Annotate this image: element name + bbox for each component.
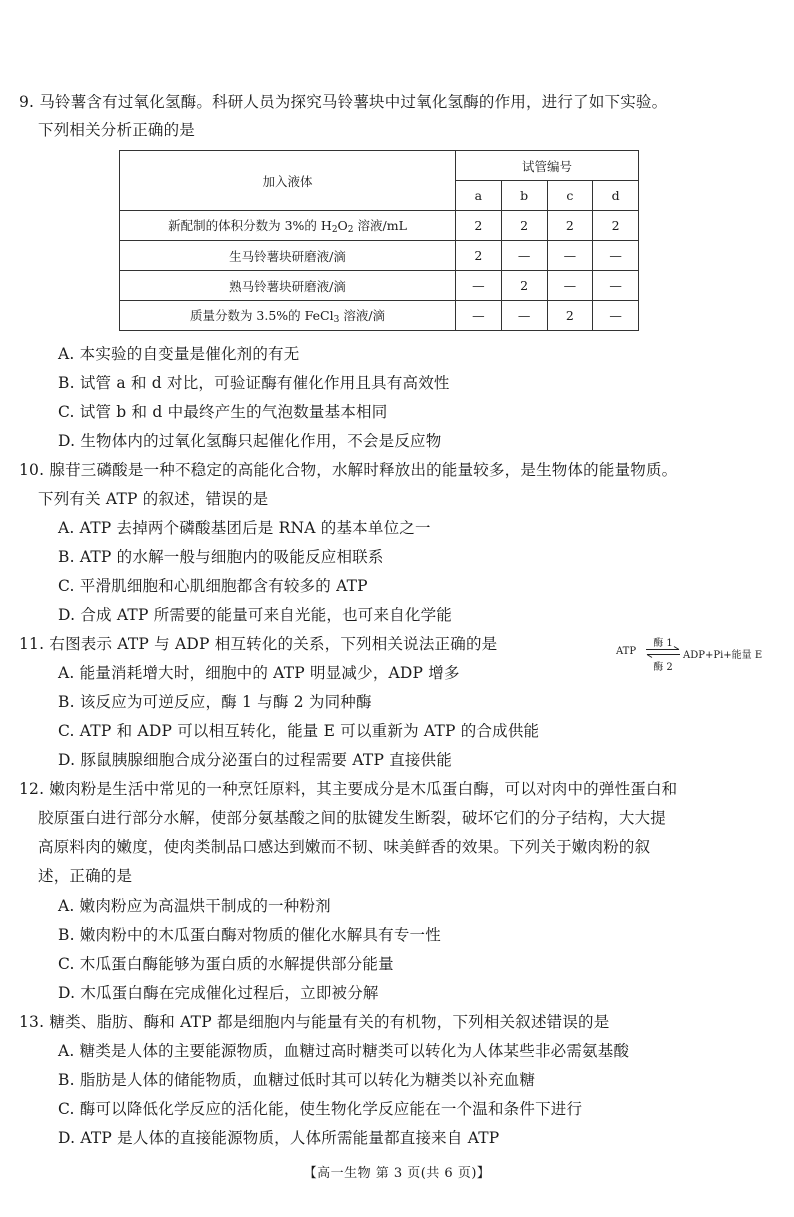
table-cell: — (593, 301, 639, 331)
diagram-products-label: ADP+Pi+能量 E (683, 650, 763, 661)
table-cell: — (456, 301, 502, 331)
table-cell: 2 (547, 301, 593, 331)
table-header-liquid: 加入液体 (120, 151, 456, 211)
table-cell: 2 (456, 241, 502, 271)
table-cell: — (456, 271, 502, 301)
q12-stem-line1: 12. 嫩肉粉是生活中常见的一种烹饪原料，其主要成分是木瓜蛋白酶，可以对肉中的弹性蛋白和 (19, 780, 678, 798)
table-cell: 2 (547, 211, 593, 241)
q10-option-b: B. ATP 的水解一般与细胞内的吸能反应相联系 (58, 548, 384, 566)
q12-option-d: D. 木瓜蛋白酶在完成催化过程后，立即被分解 (58, 984, 379, 1002)
reversible-arrow-icon (645, 646, 681, 658)
q9-option-a: A. 本实验的自变量是催化剂的有无 (58, 345, 300, 363)
q12-stem-line3: 高原料肉的嫩度，使肉类制品口感达到嫩而不韧、味美鲜香的效果。下列关于嫩肉粉的叙 (38, 838, 651, 856)
tube-label: d (593, 181, 639, 211)
tube-label: b (501, 181, 547, 211)
row-label: 熟马铃薯块研磨液/滴 (120, 271, 456, 301)
q9-option-c: C. 试管 b 和 d 中最终产生的气泡数量基本相同 (58, 403, 388, 421)
q12-option-b: B. 嫩肉粉中的木瓜蛋白酶对物质的催化水解具有专一性 (58, 926, 441, 944)
q9-stem-line2: 下列相关分析正确的是 (38, 121, 196, 139)
row-label: 质量分数为 3.5%的 FeCl$_3$ 溶液/滴 (120, 301, 456, 331)
q9-stem-line1: 9. 马铃薯含有过氧化氢酶。科研人员为探究马铃薯块中过氧化氢酶的作用，进行了如下实验。 (19, 93, 668, 111)
q9-option-b: B. 试管 a 和 d 对比，可验证酶有催化作用且具有高效性 (58, 374, 450, 392)
table-cell: 2 (501, 271, 547, 301)
q9-experiment-table (119, 150, 639, 331)
q13-stem: 13. 糖类、脂肪、酶和 ATP 都是细胞内与能量有关的有机物，下列相关叙述错误的是 (19, 1013, 610, 1031)
table-cell: 2 (456, 211, 502, 241)
q11-option-b: B. 该反应为可逆反应，酶 1 与酶 2 为同种酶 (58, 693, 372, 711)
table-row (120, 271, 639, 301)
q10-option-d: D. 合成 ATP 所需要的能量可来自光能，也可来自化学能 (58, 606, 452, 624)
table-row (120, 301, 639, 331)
q11-option-d: D. 豚鼠胰腺细胞合成分泌蛋白的过程需要 ATP 直接供能 (58, 751, 452, 769)
diagram-enzyme2-label: 酶 2 (653, 662, 673, 673)
q11-stem: 11. 右图表示 ATP 与 ADP 相互转化的关系，下列相关说法正确的是 (19, 635, 498, 653)
q10-option-a: A. ATP 去掉两个磷酸基团后是 RNA 的基本单位之一 (58, 519, 431, 537)
table-cell: — (547, 241, 593, 271)
q11-option-c: C. ATP 和 ADP 可以相互转化，能量 E 可以重新为 ATP 的合成供能 (58, 722, 540, 740)
table-cell: — (593, 271, 639, 301)
q12-stem-line2: 胶原蛋白进行部分水解，使部分氨基酸之间的肽键发生断裂，破坏它们的分子结构，大大提 (38, 809, 667, 827)
table-header-tube: 试管编号 (456, 151, 639, 181)
table-cell: — (593, 241, 639, 271)
q12-option-a: A. 嫩肉粉应为高温烘干制成的一种粉剂 (58, 897, 331, 915)
tube-label: a (456, 181, 502, 211)
table-cell: — (501, 241, 547, 271)
table-cell: — (547, 271, 593, 301)
tube-label: c (547, 181, 593, 211)
q12-option-c: C. 木瓜蛋白酶能够为蛋白质的水解提供部分能量 (58, 955, 394, 973)
q13-option-c: C. 酶可以降低化学反应的活化能，使生物化学反应能在一个温和条件下进行 (58, 1100, 583, 1118)
row-label: 新配制的体积分数为 3%的 $H_2O_2$ 溶液/mL (120, 211, 456, 241)
q10-stem-line2: 下列有关 ATP 的叙述，错误的是 (38, 490, 269, 508)
q10-stem-line1: 10. 腺苷三磷酸是一种不稳定的高能化合物，水解时释放出的能量较多，是生物体的能量物质。 (19, 461, 678, 479)
diagram-enzyme1-label: 酶 1 (653, 638, 673, 649)
table-cell: — (501, 301, 547, 331)
atp-adp-conversion-diagram (616, 636, 791, 673)
table-cell: 2 (593, 211, 639, 241)
q9-option-d: D. 生物体内的过氧化氢酶只起催化作用，不会是反应物 (58, 432, 442, 450)
table-row (120, 241, 639, 271)
q12-stem-line4: 述，正确的是 (38, 867, 133, 885)
q13-option-d: D. ATP 是人体的直接能源物质，人体所需能量都直接来自 ATP (58, 1129, 500, 1147)
table-cell: 2 (501, 211, 547, 241)
q13-option-b: B. 脂肪是人体的储能物质，血糖过低时其可以转化为糖类以补充血糖 (58, 1071, 536, 1089)
q11-option-a: A. 能量消耗增大时，细胞中的 ATP 明显减少，ADP 增多 (58, 664, 460, 682)
page-footer: 【高一生物 第 3 页(共 6 页)】 (303, 1166, 491, 1181)
table-row (120, 211, 639, 241)
row-label: 生马铃薯块研磨液/滴 (120, 241, 456, 271)
q10-option-c: C. 平滑肌细胞和心肌细胞都含有较多的 ATP (58, 577, 368, 595)
q13-option-a: A. 糖类是人体的主要能源物质，血糖过高时糖类可以转化为人体某些非必需氨基酸 (58, 1042, 630, 1060)
diagram-atp-label: ATP (616, 646, 637, 657)
